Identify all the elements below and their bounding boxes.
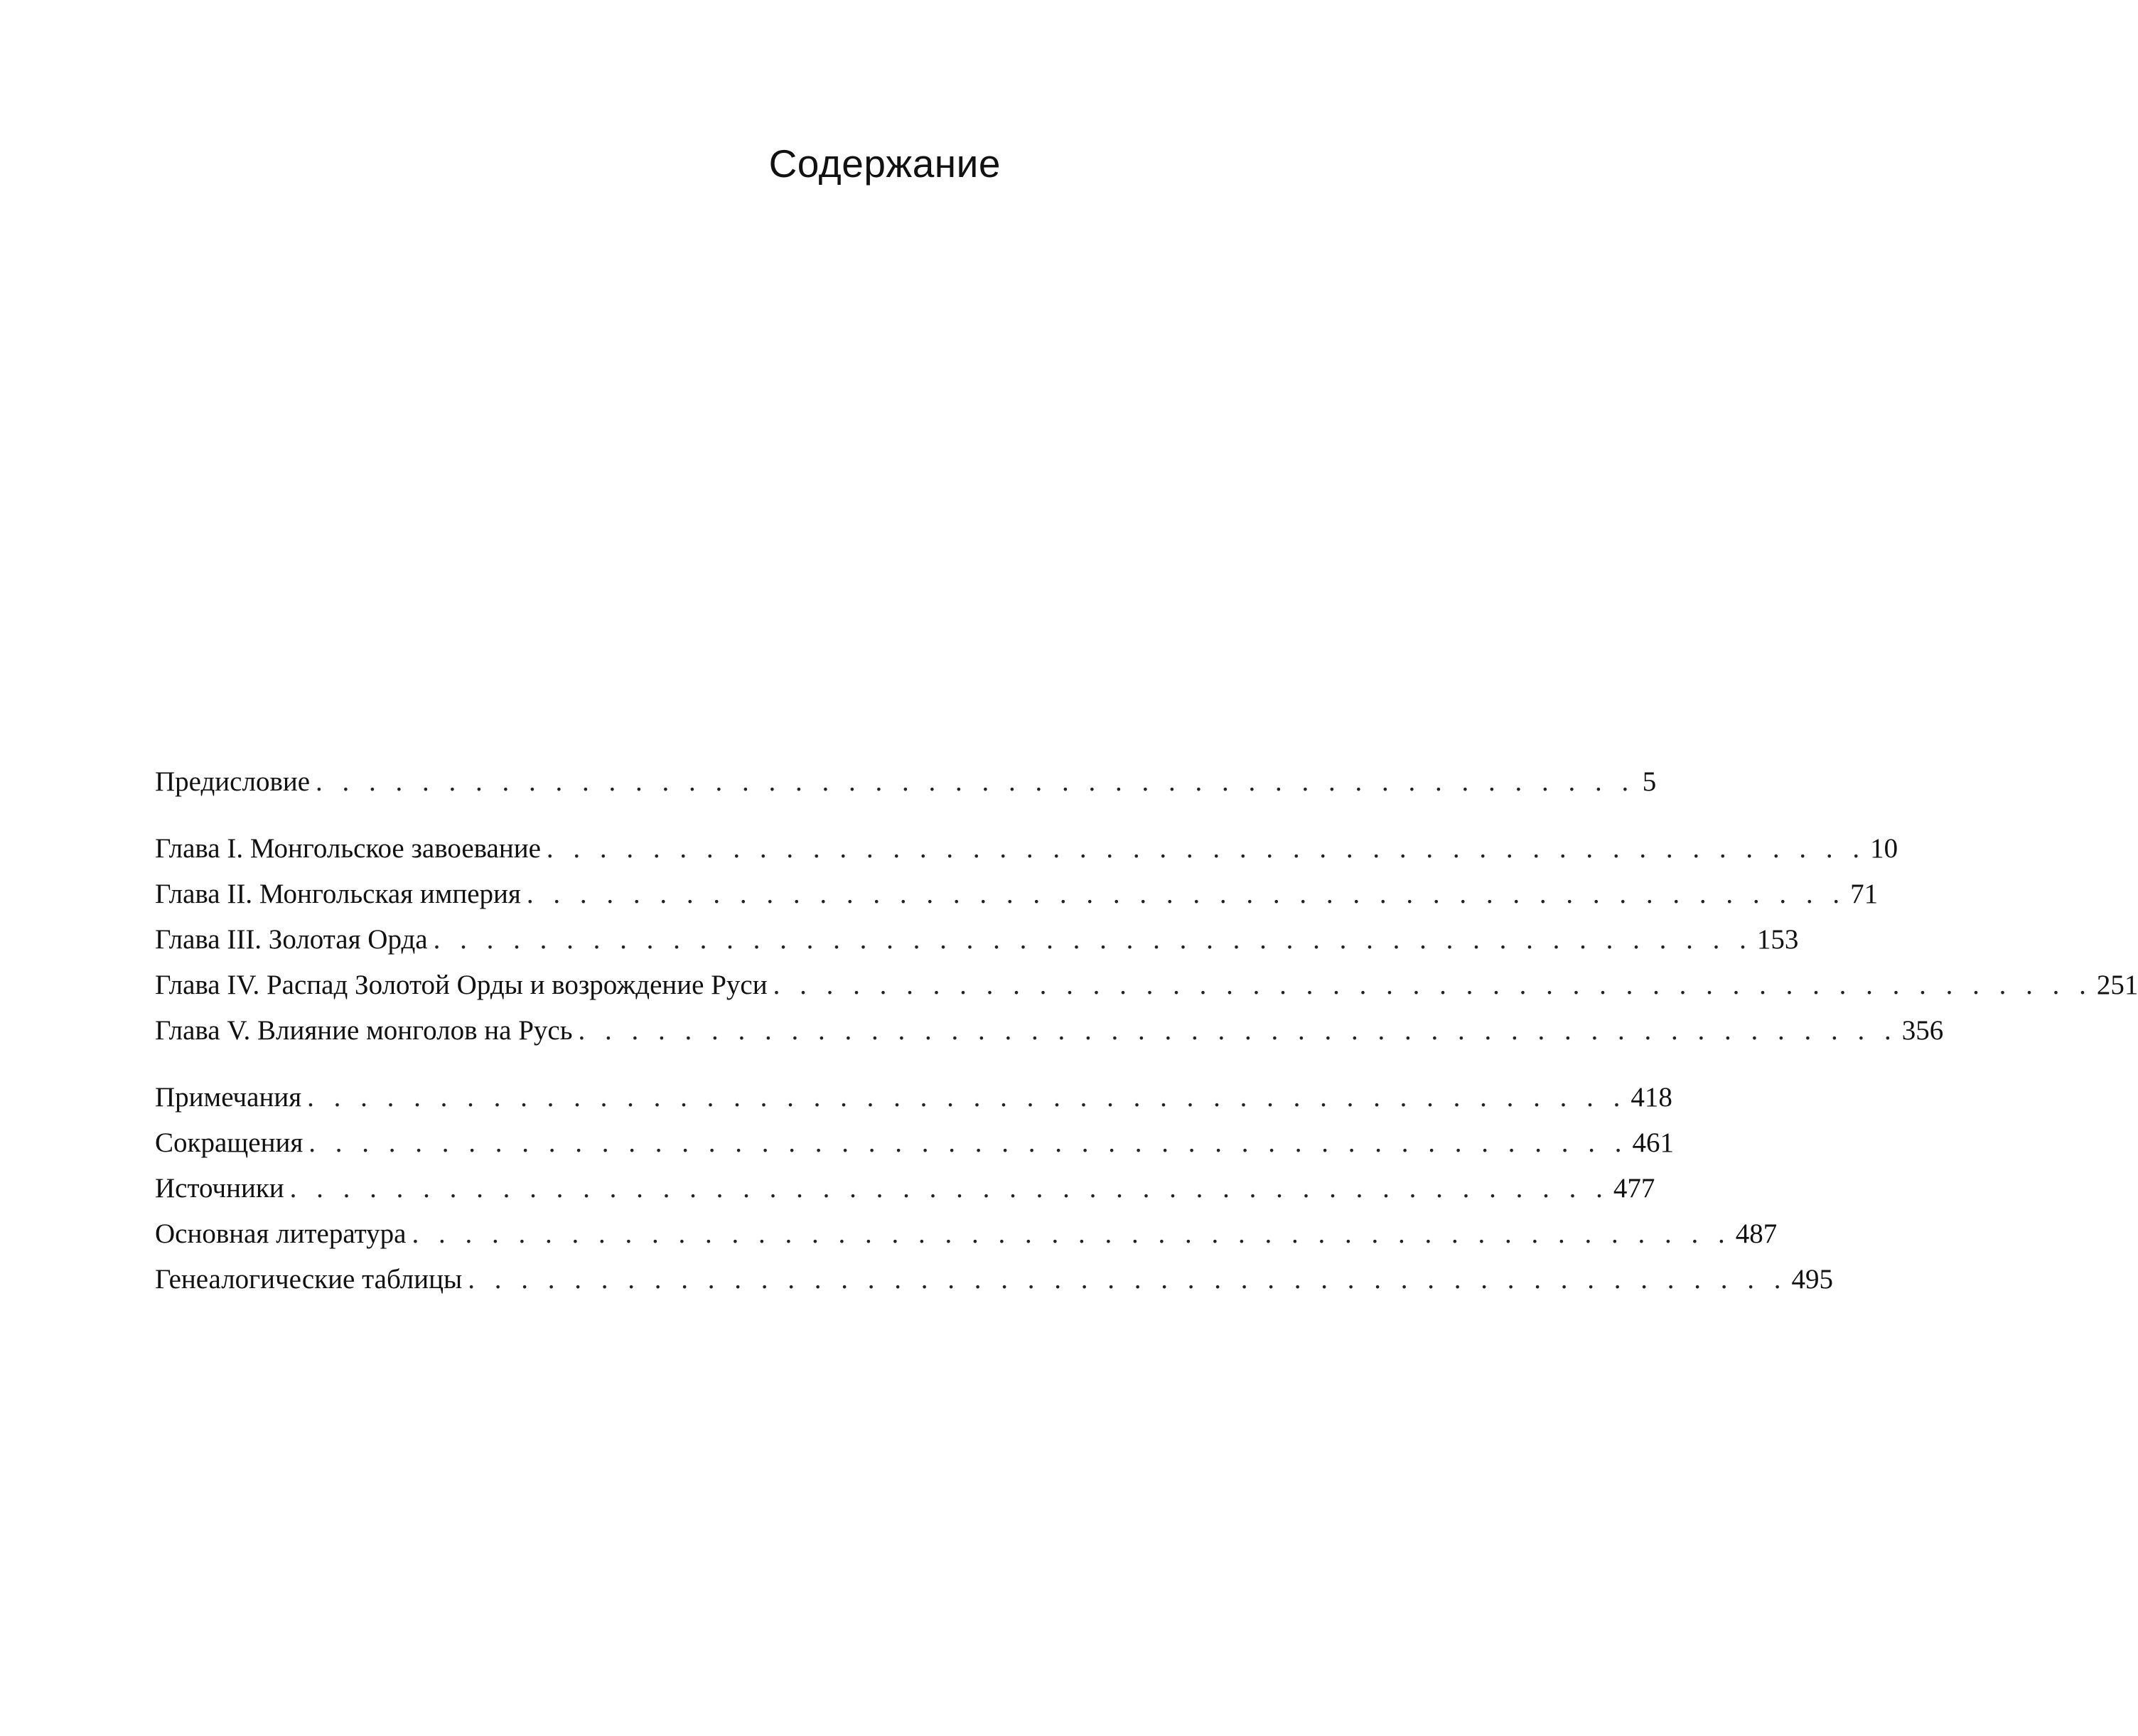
toc-entry[interactable] xyxy=(155,759,1657,805)
toc-entry[interactable] xyxy=(155,1166,1655,1211)
toc-entry-page: 5 xyxy=(1642,766,1657,797)
dot-leader: . . . . . . . . . . . . . . . . . . . . . . . . . . . . . . . . . . . . . . . . . . . . . . . . . . xyxy=(307,1082,1627,1113)
toc-entry-title: Примечания xyxy=(155,1082,302,1113)
toc-entry-page: 251 xyxy=(2096,970,2138,1000)
dot-leader: . . . . . . . . . . . . . . . . . . . . . . . . . . . . . . . . . . . . . . . . . . . . . . . . . . xyxy=(433,924,1753,955)
dot-leader: . . . . . . . . . . . . . . . . . . . . . . . . . . . . . . . . . . . . . . . . . . . . . . . . . . xyxy=(289,1173,1609,1204)
toc-entry-page: 153 xyxy=(1756,924,1799,955)
dot-leader: . . . . . . . . . . . . . . . . . . . . . . . . . . . . . . . . . . . . . . . . . . . . . . . . . . xyxy=(526,879,1847,909)
toc-entry[interactable] xyxy=(155,917,1799,963)
dot-leader: . . . . . . . . . . . . . . . . . . . . . . . . . . . . . . . . . . . . . . . . . . . . . . . . . . xyxy=(468,1264,1788,1295)
dot-leader: . . . . . . . . . . . . . . . . . . . . . . . . . . . . . . . . . . . . . . . . . . . . . . . . . . xyxy=(412,1218,1731,1249)
toc-entry-page: 487 xyxy=(1735,1218,1778,1249)
dot-leader: . . . . . . . . . . . . . . . . . . . . . . . . . . . . . . . . . . . . . . . . . . . . . . . . . . xyxy=(316,766,1635,797)
table-of-contents xyxy=(155,759,2138,1302)
page-title: Содержание xyxy=(768,141,1001,186)
toc-entry-title: Глава IV. Распад Золотой Орды и возрождение Руси xyxy=(155,970,768,1000)
toc-entry-title: Основная литература xyxy=(155,1218,407,1249)
toc-entry-page: 495 xyxy=(1791,1264,1833,1295)
toc-entry[interactable] xyxy=(155,826,1898,872)
toc-entry-title: Сокращения xyxy=(155,1127,303,1158)
toc-group-back-matter xyxy=(155,1075,1833,1302)
toc-entry-title: Генеалогические таблицы xyxy=(155,1264,463,1295)
toc-entry-page: 418 xyxy=(1631,1082,1672,1113)
toc-entry-title: Глава V. Влияние монголов на Русь xyxy=(155,1015,573,1046)
toc-entry[interactable] xyxy=(155,1257,1833,1302)
toc-entry-title: Глава II. Монгольская империя xyxy=(155,879,521,909)
toc-entry-page: 71 xyxy=(1850,879,1879,909)
dot-leader: . . . . . . . . . . . . . . . . . . . . . . . . . . . . . . . . . . . . . . . . . . . . . . . . . . xyxy=(546,833,1866,864)
toc-entry[interactable] xyxy=(155,1008,1944,1054)
toc-entry[interactable] xyxy=(155,872,1879,917)
toc-entry[interactable] xyxy=(155,1120,1675,1166)
toc-entry-title: Предисловие xyxy=(155,766,311,797)
toc-group-chapters xyxy=(155,826,2138,1054)
dot-leader: . . . . . . . . . . . . . . . . . . . . . . . . . . . . . . . . . . . . . . . . . . . . . . . . . . xyxy=(308,1127,1628,1158)
toc-entry-title: Глава III. Золотая Орда xyxy=(155,924,428,955)
dot-leader: . . . . . . . . . . . . . . . . . . . . . . . . . . . . . . . . . . . . . . . . . . . . . . . . . . xyxy=(773,970,2093,1000)
toc-entry-title: Источники xyxy=(155,1173,284,1204)
toc-entry-page: 10 xyxy=(1870,833,1898,864)
toc-entry[interactable] xyxy=(155,1211,1778,1257)
toc-entry-title: Глава I. Монгольское завоевание xyxy=(155,833,541,864)
toc-entry[interactable] xyxy=(155,963,2138,1008)
toc-entry-page: 356 xyxy=(1901,1015,1944,1046)
toc-entry[interactable] xyxy=(155,1075,1672,1120)
dot-leader: . . . . . . . . . . . . . . . . . . . . . . . . . . . . . . . . . . . . . . . . . . . . . . . . . . xyxy=(578,1015,1898,1046)
toc-group-front-matter xyxy=(155,759,1657,805)
toc-entry-page: 461 xyxy=(1632,1127,1675,1158)
toc-entry-page: 477 xyxy=(1613,1173,1655,1204)
